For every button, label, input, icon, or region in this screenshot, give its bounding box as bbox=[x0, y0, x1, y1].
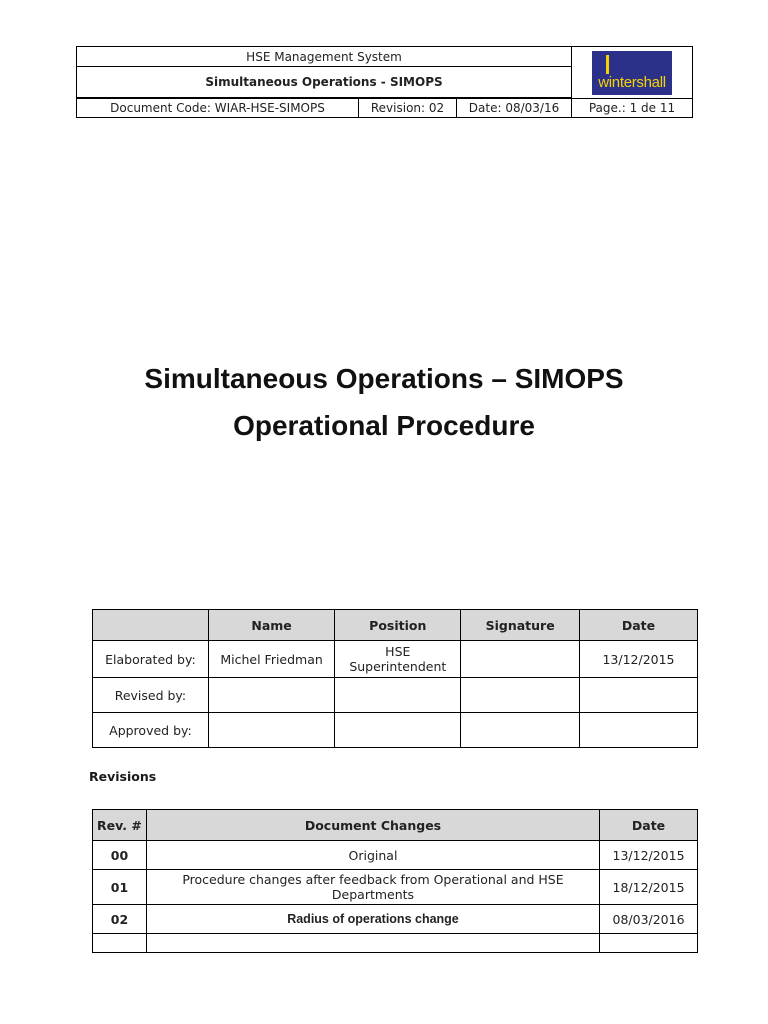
page-title: Simultaneous Operations – SIMOPS bbox=[144, 363, 624, 394]
document-title-header: Simultaneous Operations - SIMOPS bbox=[77, 67, 572, 98]
header-meta-row bbox=[77, 98, 692, 117]
revisions-table bbox=[92, 809, 698, 953]
role-cell: Approved by: bbox=[93, 713, 209, 748]
rev-number-cell bbox=[93, 934, 147, 953]
column-header: Date bbox=[580, 610, 698, 641]
date-cell: 08/03/2016 bbox=[600, 905, 698, 934]
column-header: Rev. # bbox=[93, 810, 147, 841]
approvals-table bbox=[92, 609, 698, 748]
document-header bbox=[76, 46, 693, 118]
role-cell: Revised by: bbox=[93, 678, 209, 713]
date-cell bbox=[580, 713, 698, 748]
table-row bbox=[93, 905, 698, 934]
page-number: Page.: 1 de 11 bbox=[588, 101, 676, 115]
logo-text: wintershall bbox=[598, 73, 666, 91]
table-row bbox=[93, 841, 698, 870]
rev-number-cell: 02 bbox=[93, 905, 147, 934]
column-header: Date bbox=[600, 810, 698, 841]
position-cell bbox=[335, 713, 461, 748]
name-cell bbox=[208, 713, 334, 748]
column-header: Position bbox=[335, 610, 461, 641]
date-cell bbox=[580, 678, 698, 713]
table-row bbox=[93, 641, 698, 678]
revisions-heading: Revisions bbox=[89, 769, 157, 784]
rev-number-cell: 01 bbox=[93, 870, 147, 905]
table-row bbox=[93, 713, 698, 748]
role-cell: Elaborated by: bbox=[93, 641, 209, 678]
position-cell: HSE Superintendent bbox=[335, 641, 461, 678]
rev-number-cell: 00 bbox=[93, 841, 147, 870]
date-cell bbox=[600, 934, 698, 953]
page-subtitle: Operational Procedure bbox=[233, 410, 535, 441]
change-cell: Procedure changes after feedback from Operational and HSE Departments bbox=[146, 870, 599, 905]
change-cell: Original bbox=[146, 841, 599, 870]
name-cell bbox=[208, 678, 334, 713]
wintershall-logo bbox=[592, 51, 672, 95]
table-row bbox=[93, 678, 698, 713]
name-cell: Michel Friedman bbox=[208, 641, 334, 678]
management-system-label: HSE Management System bbox=[77, 47, 572, 67]
change-cell: Radius of operations change bbox=[146, 905, 599, 934]
revision-date: Date: 08/03/16 bbox=[457, 99, 572, 118]
position-cell bbox=[335, 678, 461, 713]
column-header bbox=[93, 610, 209, 641]
logo-container bbox=[572, 47, 692, 98]
table-row bbox=[93, 934, 698, 953]
signature-cell bbox=[461, 713, 580, 748]
table-header-row bbox=[93, 610, 698, 641]
column-header: Signature bbox=[461, 610, 580, 641]
document-code: Document Code: WIAR-HSE-SIMOPS bbox=[77, 99, 359, 118]
date-cell: 13/12/2015 bbox=[580, 641, 698, 678]
logo-bar-icon bbox=[606, 55, 609, 74]
table-header-row bbox=[93, 810, 698, 841]
change-cell bbox=[146, 934, 599, 953]
column-header: Document Changes bbox=[146, 810, 599, 841]
revision-number: Revision: 02 bbox=[359, 99, 457, 118]
date-cell: 18/12/2015 bbox=[600, 870, 698, 905]
date-cell: 13/12/2015 bbox=[600, 841, 698, 870]
table-row bbox=[93, 870, 698, 905]
column-header: Name bbox=[208, 610, 334, 641]
signature-cell bbox=[461, 678, 580, 713]
signature-cell bbox=[461, 641, 580, 678]
